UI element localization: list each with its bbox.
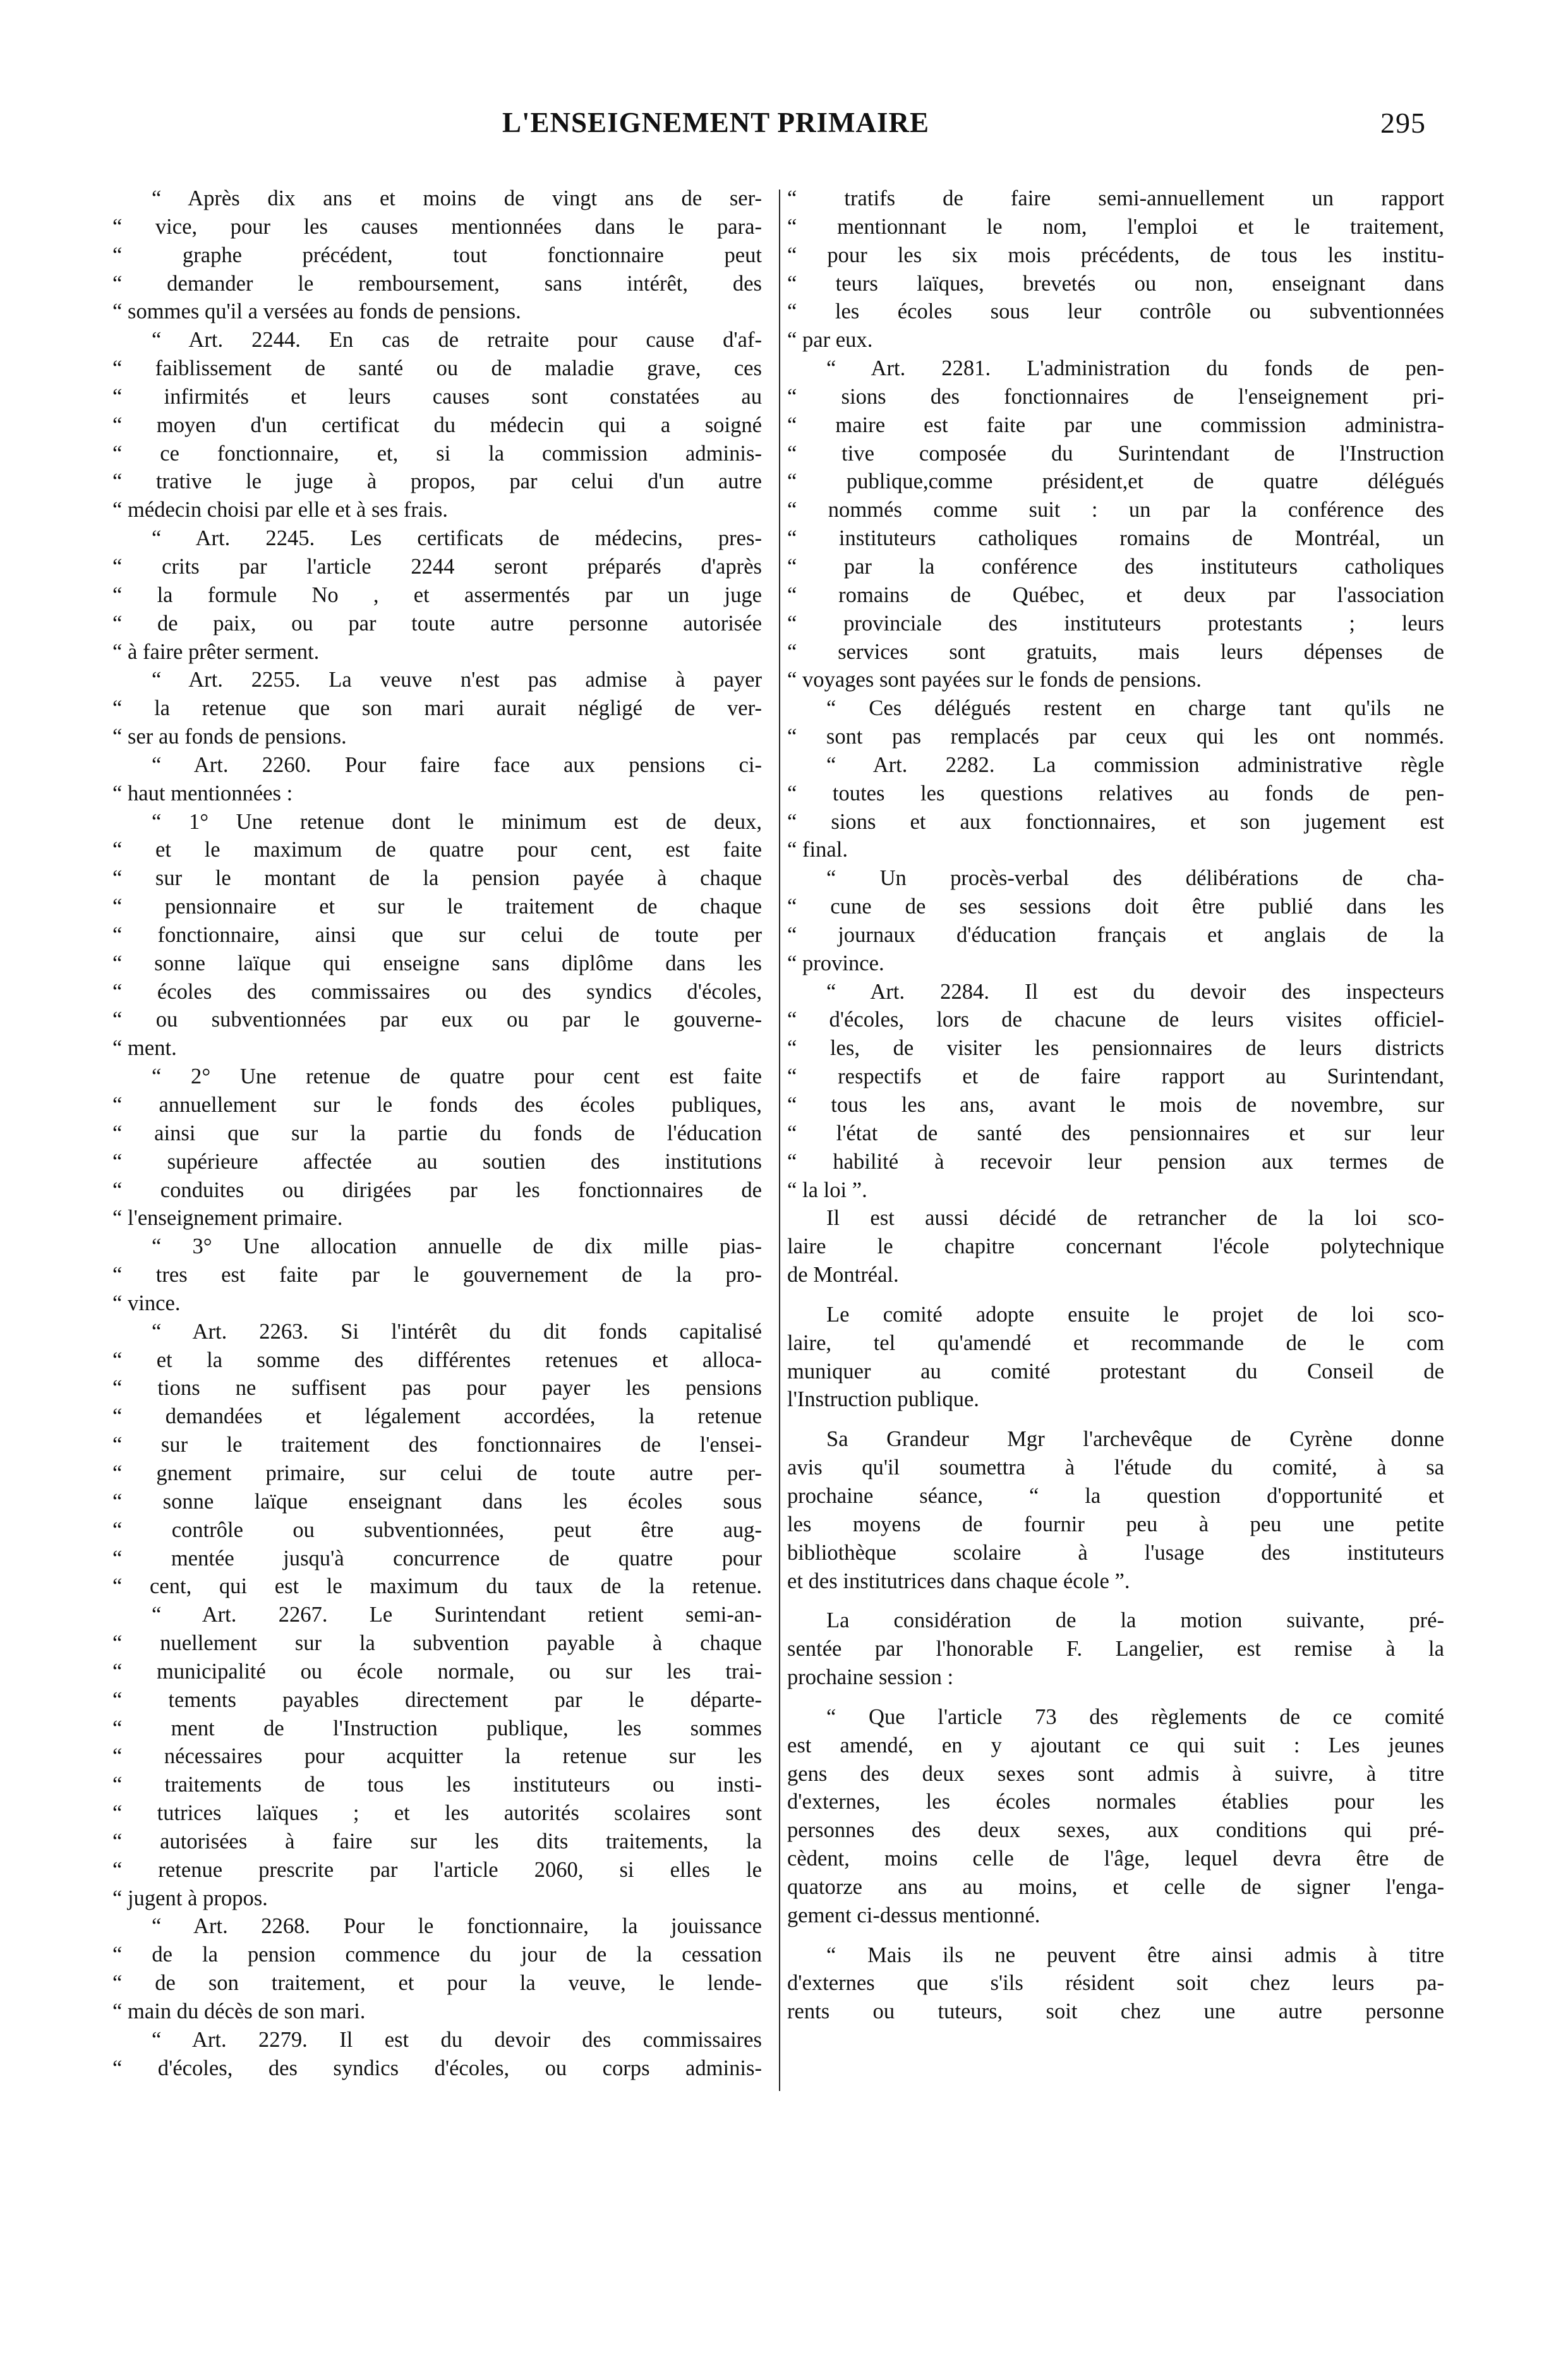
- left-column-text-line: “ écoles des commissaires ou des syndics d'écoles,: [112, 979, 762, 1004]
- left-column-text-line: “ faiblissement de santé ou de maladie grave, ces: [112, 356, 762, 381]
- right-column-text-line: bibliothèque scolaire à l'usage des instituteurs: [787, 1540, 1444, 1565]
- right-column-text-line: “ Art. 2282. La commission administrative règle: [826, 752, 1444, 777]
- left-column-text-line: “ traitements de tous les instituteurs ou insti-: [112, 1773, 762, 1797]
- right-column-text-line: “ Que l'article 73 des règlements de ce comité: [826, 1704, 1444, 1729]
- left-column-text-line: “ cent, qui est le maximum du taux de la retenue.: [112, 1574, 762, 1599]
- right-column-text-line: d'externes que s'ils résident soit chez leurs pa-: [787, 1971, 1444, 1996]
- right-column-text-line: “ habilité à recevoir leur pension aux termes de: [787, 1149, 1444, 1174]
- left-column-text-line: “ mentée jusqu'à concurrence de quatre pour: [112, 1546, 762, 1570]
- left-column-text-line: “ Art. 2279. Il est du devoir des commissaires: [152, 2027, 762, 2052]
- right-column-text-line: “ tratifs de faire semi-annuellement un rapport: [787, 186, 1444, 210]
- right-column-text-line: avis qu'il soumettra à l'étude du comité, à sa: [787, 1455, 1444, 1480]
- left-column-text-line: “ sonne laïque qui enseigne sans diplôme dans les: [112, 951, 762, 975]
- left-column-text-line: “ tions ne suffisent pas pour payer les pensions: [112, 1376, 762, 1401]
- right-column-text-line: “ Mais ils ne peuvent être ainsi admis à titre: [826, 1943, 1444, 1967]
- right-column-text-line: “ la loi ”.: [787, 1178, 867, 1202]
- right-column-text-line: “ Un procès-verbal des délibérations de cha-: [826, 866, 1444, 891]
- left-column-text-line: “ 3° Une allocation annuelle de dix mille pias-: [152, 1234, 762, 1259]
- right-column-text-line: “ mentionnant le nom, l'emploi et le traitement,: [787, 214, 1444, 239]
- paragraph-gap: [787, 1595, 1444, 1606]
- left-column-text-line: “ de paix, ou par toute autre personne autorisée: [112, 611, 762, 636]
- left-column-text-line: “ nécessaires pour acquitter la retenue sur les: [112, 1744, 762, 1769]
- left-column-text-line: “ municipalité ou école normale, ou sur les trai-: [112, 1659, 762, 1684]
- paragraph-gap: [787, 1414, 1444, 1425]
- right-column-text-line: quatorze ans au moins, et celle de signer l'enga-: [787, 1874, 1444, 1899]
- right-column-text-line: “ les, de visiter les pensionnaires de leurs districts: [787, 1036, 1444, 1061]
- paragraph-gap: [787, 1289, 1444, 1301]
- right-column-text-line: “ tive composée du Surintendant de l'Instruction: [787, 441, 1444, 466]
- right-column-text-line: “ Art. 2284. Il est du devoir des inspecteurs: [826, 979, 1444, 1004]
- left-column-text-line: “ retenue prescrite par l'article 2060, si elles le: [112, 1857, 762, 1882]
- left-column: [112, 184, 762, 2083]
- left-column-text-line: “ nuellement sur la subvention payable à chaque: [112, 1631, 762, 1656]
- left-column-text-line: “ médecin choisi par elle et à ses frais.: [112, 498, 448, 522]
- left-column-text-line: “ annuellement sur le fonds des écoles publiques,: [112, 1093, 762, 1117]
- left-column-text-line: “ moyen d'un certificat du médecin qui a soigné: [112, 413, 762, 437]
- right-column-text-line: est amendé, en y ajoutant ce qui suit : Les jeunes: [787, 1733, 1444, 1757]
- right-column-text-line: personnes des deux sexes, aux conditions qui pré-: [787, 1818, 1444, 1843]
- left-column-text-line: “ à faire prêter serment.: [112, 639, 320, 664]
- left-column-text-line: “ sur le montant de la pension payée à chaque: [112, 866, 762, 891]
- right-column-text-line: “ provinciale des instituteurs protestants ; leurs: [787, 611, 1444, 636]
- left-column-text-line: “ trative le juge à propos, par celui d'un autre: [112, 469, 762, 494]
- running-title: L'ENSEIGNEMENT PRIMAIRE: [502, 107, 930, 138]
- left-column-text-line: “ vice, pour les causes mentionnées dans le para-: [112, 214, 762, 239]
- left-column-text-line: “ sonne laïque enseignant dans les écoles sous: [112, 1489, 762, 1514]
- left-column-text-line: “ l'enseignement primaire.: [112, 1206, 343, 1231]
- left-column-text-line: “ conduites ou dirigées par les fonctionnaires de: [112, 1178, 762, 1202]
- right-column: [787, 184, 1444, 2026]
- left-column-text-line: “ autorisées à faire sur les dits traitements, la: [112, 1829, 762, 1853]
- left-column-text-line: “ crits par l'article 2244 seront préparés d'après: [112, 554, 762, 579]
- left-column-text-line: “ la retenue que son mari aurait négligé de ver-: [112, 696, 762, 721]
- left-column-text-line: “ Art. 2244. En cas de retraite pour cause d'af-: [152, 328, 762, 352]
- right-column-text-line: “ teurs laïques, brevetés ou non, enseignant dans: [787, 271, 1444, 296]
- right-column-text-line: laire, tel qu'amendé et recommande de le com: [787, 1330, 1444, 1355]
- left-column-text-line: “ d'écoles, des syndics d'écoles, ou corps adminis-: [112, 2056, 762, 2080]
- left-column-text-line: “ demander le remboursement, sans intérêt, des: [112, 271, 762, 296]
- left-column-text-line: “ et le maximum de quatre pour cent, est faite: [112, 838, 762, 862]
- left-column-text-line: “ Art. 2260. Pour faire face aux pensions ci-: [152, 752, 762, 777]
- right-column-text-line: “ d'écoles, lors de chacune de leurs visites officiel-: [787, 1008, 1444, 1032]
- left-column-text-line: “ supérieure affectée au soutien des institutions: [112, 1149, 762, 1174]
- right-column-text-line: “ journaux d'éducation français et anglais de la: [787, 922, 1444, 947]
- right-column-text-line: “ Art. 2281. L'administration du fonds de pen-: [826, 356, 1444, 381]
- right-column-text-line: “ l'état de santé des pensionnaires et sur leur: [787, 1121, 1444, 1145]
- left-column-text-line: “ jugent à propos.: [112, 1886, 268, 1910]
- paragraph-gap: [787, 1692, 1444, 1703]
- left-column-text-line: “ ser au fonds de pensions.: [112, 725, 347, 749]
- left-column-text-line: “ Après dix ans et moins de vingt ans de ser-: [152, 186, 762, 210]
- left-column-text-line: “ tements payables directement par le départe-: [112, 1687, 762, 1712]
- left-column-text-line: “ Art. 2267. Le Surintendant retient semi-an-: [152, 1603, 762, 1627]
- right-column-text-line: gens des deux sexes sont admis à suivre, à titre: [787, 1761, 1444, 1786]
- page-number: 295: [1380, 107, 1426, 139]
- left-column-text-line: “ de la pension commence du jour de la cessation: [112, 1943, 762, 1967]
- right-column-text-line: “ publique,comme président,et de quatre délégués: [787, 469, 1444, 494]
- right-column-text-line: La considération de la motion suivante, pré-: [826, 1608, 1444, 1633]
- right-column-text-line: de Montréal.: [787, 1263, 899, 1287]
- left-column-text-line: “ 2° Une retenue de quatre pour cent est faite: [152, 1064, 762, 1089]
- left-column-text-line: “ ce fonctionnaire, et, si la commission adminis-: [112, 441, 762, 466]
- left-column-text-line: “ tutrices laïques ; et les autorités scolaires sont: [112, 1801, 762, 1826]
- left-column-text-line: “ tres est faite par le gouvernement de la pro-: [112, 1263, 762, 1287]
- right-column-text-line: “ respectifs et de faire rapport au Surintendant,: [787, 1064, 1444, 1089]
- left-column-text-line: “ Art. 2255. La veuve n'est pas admise à payer: [152, 668, 762, 692]
- left-column-text-line: “ vince.: [112, 1291, 181, 1315]
- left-column-text-line: “ contrôle ou subventionnées, peut être aug-: [112, 1517, 762, 1542]
- left-column-text-line: “ haut mentionnées :: [112, 781, 293, 805]
- left-column-text-line: “ ment.: [112, 1036, 177, 1061]
- left-column-text-line: “ Art. 2245. Les certificats de médecins, pres-: [152, 526, 762, 551]
- right-column-text-line: sentée par l'honorable F. Langelier, est remise à la: [787, 1637, 1444, 1661]
- right-column-text-line: “ toutes les questions relatives au fonds de pen-: [787, 781, 1444, 805]
- right-column-text-line: “ sions des fonctionnaires de l'enseignement pri-: [787, 384, 1444, 409]
- left-column-text-line: “ main du décès de son mari.: [112, 1999, 366, 2023]
- right-column-text-line: rents ou tuteurs, soit chez une autre personne: [787, 1999, 1444, 2024]
- left-column-text-line: “ fonctionnaire, ainsi que sur celui de toute per: [112, 922, 762, 947]
- right-column-text-line: “ province.: [787, 951, 884, 975]
- left-column-text-line: “ ainsi que sur la partie du fonds de l'éducation: [112, 1121, 762, 1145]
- right-column-text-line: “ par eux.: [787, 328, 873, 352]
- right-column-text-line: prochaine séance, “ la question d'opportunité et: [787, 1483, 1444, 1508]
- left-column-text-line: “ demandées et légalement accordées, la retenue: [112, 1404, 762, 1429]
- right-column-text-line: cèdent, moins celle de l'âge, lequel devra être de: [787, 1847, 1444, 1871]
- right-column-text-line: gement ci-dessus mentionné.: [787, 1903, 1040, 1927]
- left-column-text-line: “ la formule No , et assermentés par un juge: [112, 582, 762, 607]
- right-column-text-line: “ nommés comme suit : un par la conférence des: [787, 498, 1444, 522]
- left-column-text-line: “ ou subventionnées par eux ou par le gouverne-: [112, 1008, 762, 1032]
- right-column-text-line: “ romains de Québec, et deux par l'association: [787, 582, 1444, 607]
- left-column-text-line: “ ment de l'Instruction publique, les sommes: [112, 1716, 762, 1740]
- right-column-text-line: les moyens de fournir peu à peu une petite: [787, 1512, 1444, 1536]
- column-divider: [779, 190, 780, 2091]
- right-column-text-line: “ voyages sont payées sur le fonds de pensions.: [787, 668, 1202, 692]
- right-column-text-line: “ sont pas remplacés par ceux qui les ont nommés.: [787, 725, 1444, 749]
- right-column-text-line: laire le chapitre concernant l'école polytechnique: [787, 1234, 1444, 1259]
- right-column-text-line: “ pour les six mois précédents, de tous les institu-: [787, 243, 1444, 267]
- right-column-text-line: “ instituteurs catholiques romains de Montréal, un: [787, 526, 1444, 551]
- right-column-text-line: “ tous les ans, avant le mois de novembre, sur: [787, 1093, 1444, 1117]
- left-column-text-line: “ sommes qu'il a versées au fonds de pensions.: [112, 299, 521, 324]
- right-column-text-line: d'externes, les écoles normales établies pour les: [787, 1790, 1444, 1814]
- running-head: [0, 106, 1568, 150]
- right-column-text-line: “ maire est faite par une commission administra-: [787, 413, 1444, 437]
- right-column-text-line: l'Instruction publique.: [787, 1387, 979, 1412]
- right-column-text-line: “ cune de ses sessions doit être publié dans les: [787, 895, 1444, 919]
- right-column-text-line: “ par la conférence des instituteurs catholiques: [787, 554, 1444, 579]
- right-column-text-line: “ les écoles sous leur contrôle ou subventionnées: [787, 299, 1444, 324]
- left-column-text-line: “ et la somme des différentes retenues et alloca-: [112, 1347, 762, 1372]
- right-column-text-line: muniquer au comité protestant du Conseil de: [787, 1359, 1444, 1383]
- paragraph-gap: [787, 1930, 1444, 1941]
- right-column-text-line: “ sions et aux fonctionnaires, et son jugement est: [787, 809, 1444, 834]
- right-column-text-line: prochaine session :: [787, 1665, 954, 1690]
- left-column-text-line: “ Art. 2263. Si l'intérêt du dit fonds capitalisé: [152, 1319, 762, 1344]
- left-column-text-line: “ Art. 2268. Pour le fonctionnaire, la jouissance: [152, 1914, 762, 1939]
- right-column-text-line: Il est aussi décidé de retrancher de la loi sco-: [826, 1206, 1444, 1231]
- right-column-text-line: “ final.: [787, 838, 848, 862]
- right-column-text-line: Le comité adopte ensuite le projet de loi sco-: [826, 1302, 1444, 1327]
- left-column-text-line: “ pensionnaire et sur le traitement de chaque: [112, 895, 762, 919]
- left-column-text-line: “ sur le traitement des fonctionnaires de l'ensei-: [112, 1433, 762, 1457]
- right-column-text-line: “ Ces délégués restent en charge tant qu'ils ne: [826, 696, 1444, 721]
- left-column-text-line: “ gnement primaire, sur celui de toute autre per-: [112, 1461, 762, 1485]
- left-column-text-line: “ graphe précédent, tout fonctionnaire peut: [112, 243, 762, 267]
- right-column-text-line: et des institutrices dans chaque école ”.: [787, 1569, 1130, 1593]
- left-column-text-line: “ de son traitement, et pour la veuve, le lende-: [112, 1971, 762, 1996]
- right-column-text-line: “ services sont gratuits, mais leurs dépenses de: [787, 639, 1444, 664]
- left-column-text-line: “ 1° Une retenue dont le minimum est de deux,: [152, 809, 762, 834]
- left-column-text-line: “ infirmités et leurs causes sont constatées au: [112, 384, 762, 409]
- right-column-text-line: Sa Grandeur Mgr l'archevêque de Cyrène donne: [826, 1427, 1444, 1452]
